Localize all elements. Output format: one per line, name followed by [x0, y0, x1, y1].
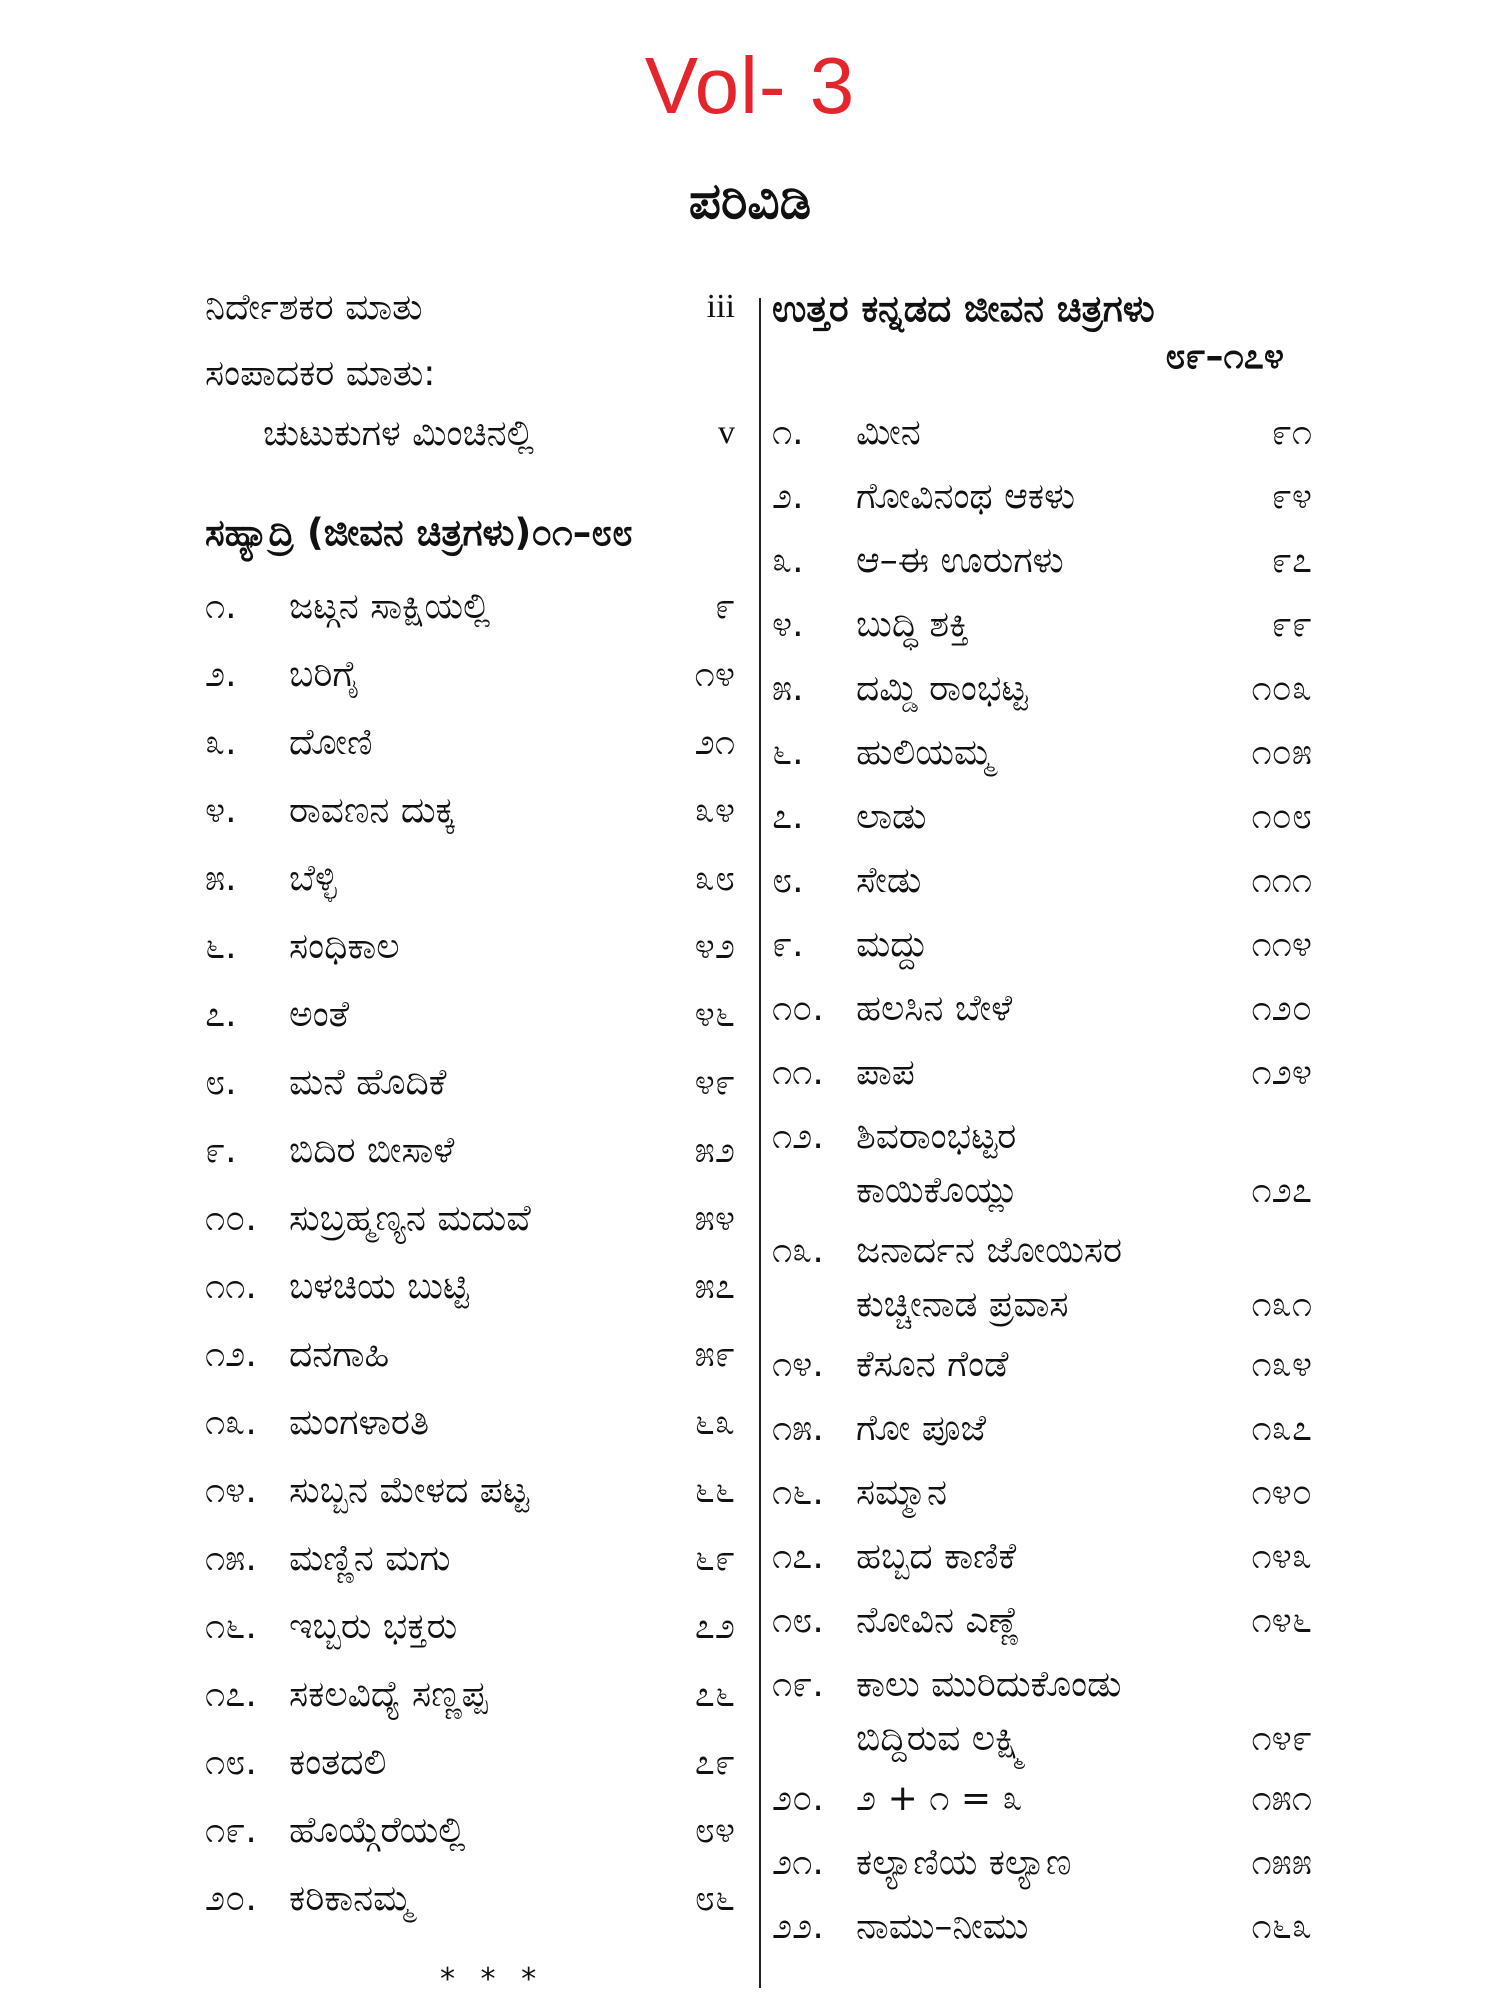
toc-entry-title: ದನಗಾಹಿ — [289, 1334, 390, 1375]
toc-entry-number: ೧೧. — [205, 1266, 257, 1307]
toc-entry-title: ಸಕಲವಿದ್ಯೆ ಸಣ್ಣಪ್ಪ — [289, 1674, 488, 1715]
right-toc-list — [772, 412, 1312, 1947]
toc-entry-number: ೮. — [772, 860, 804, 901]
toc-entry-page: ೮೬ — [694, 1878, 735, 1919]
toc-entry-page: ೧೦೩ — [1251, 668, 1312, 709]
toc-entry-number: ೧೯. — [205, 1810, 257, 1851]
toc-entry-title: ಮದ್ದು — [856, 924, 929, 965]
toc-entry-number: ೬. — [205, 926, 237, 967]
toc-entry-number: ೧೪. — [772, 1344, 824, 1385]
toc-entry-page: ೧೩೧ — [1251, 1284, 1312, 1325]
toc-entry-page: ೧೪೦ — [1251, 1472, 1312, 1513]
toc-entry-page: ೯೯ — [1271, 604, 1312, 645]
toc-entry-title: ೨ + ೧ = ೩ — [856, 1778, 1023, 1819]
toc-entry — [205, 1878, 735, 1923]
toc-entry — [205, 1742, 735, 1787]
toc-entry-page: ೪೯ — [694, 1062, 735, 1103]
toc-entry-number: ೧೧. — [772, 1052, 824, 1093]
toc-entry — [772, 796, 1312, 837]
toc-entry — [772, 1408, 1312, 1449]
toc-entry — [772, 1344, 1312, 1385]
toc-entry-number: ೨೨. — [772, 1906, 824, 1947]
toc-entry-title: ಜಟ್ಗನ ಸಾಕ್ಷಿಯಲ್ಲಿ — [289, 586, 491, 627]
toc-entry-number: ೪. — [205, 790, 237, 831]
toc-entry-page: ೮೪ — [694, 1810, 735, 1851]
toc-entry-page: ೭೯ — [694, 1742, 735, 1783]
toc-entry — [205, 994, 735, 1039]
toc-entry — [772, 1116, 1312, 1211]
toc-entry-page: ೯೧ — [1271, 412, 1312, 453]
toc-entry-title: ಕೆಸೂನ ಗೆಂಡೆ — [856, 1344, 1009, 1385]
toc-entry-number: ೧೫. — [205, 1538, 257, 1579]
toc-entry — [205, 1470, 735, 1515]
toc-entry — [205, 858, 735, 903]
toc-entry-page: ೧೪ — [694, 654, 735, 695]
toc-entry-title: ಇಬ್ಬರು ಭಕ್ತರು — [289, 1606, 458, 1647]
page-title: ಪರಿವಿಡಿ — [688, 172, 812, 230]
toc-entry-title: ಮಣ್ಣಿನ ಮಗು — [289, 1538, 451, 1579]
toc-entry-title: ಸಂಧಿಕಾಲ — [289, 926, 400, 967]
toc-entry-number: ೧೦. — [772, 988, 824, 1029]
toc-entry-page: ೧೬೩ — [1251, 1906, 1312, 1947]
toc-entry-number: ೧೯. — [772, 1664, 824, 1705]
toc-entry — [772, 412, 1312, 453]
toc-entry-title: ಶಿವರಾಂಭಟ್ಟರ — [856, 1116, 1017, 1157]
toc-entry-page: ೬೩ — [694, 1402, 735, 1443]
toc-entry-page: ೧೨೪ — [1251, 1052, 1312, 1093]
front-matter-title: ನಿರ್ದೇಶಕರ ಮಾತು — [205, 287, 423, 328]
toc-entry-number: ೧೫. — [772, 1408, 824, 1449]
toc-entry-page: ೧೫೫ — [1251, 1842, 1312, 1883]
toc-entry-page: ೬೯ — [694, 1538, 735, 1579]
toc-entry-title: ಮಂಗಳಾರತಿ — [289, 1402, 430, 1443]
front-matter-editors-note — [205, 353, 735, 394]
front-matter-page: iii — [706, 288, 735, 325]
toc-entry-number: ೯. — [772, 924, 804, 965]
toc-entry-title: ಕರಿಕಾನಮ್ಮ — [289, 1878, 413, 1919]
front-matter-directors-note — [205, 287, 735, 328]
toc-entry-number: ೧೮. — [772, 1600, 824, 1641]
toc-entry-title: ಅಂತೆ — [289, 994, 350, 1035]
toc-entry-title: ಜನಾರ್ದನ ಜೋಯಿಸರ — [856, 1230, 1123, 1271]
toc-entry — [772, 1230, 1312, 1325]
toc-entry-title-continued: ಕುಚ್ಚೀನಾಡ ಪ್ರವಾಸ — [856, 1284, 1069, 1325]
toc-entry — [205, 1606, 735, 1651]
toc-entry-number: ೨೧. — [772, 1842, 824, 1883]
toc-entry-number: ೧೩. — [772, 1230, 824, 1271]
toc-entry-number: ೨. — [772, 476, 804, 517]
toc-entry — [205, 790, 735, 835]
toc-entry-title: ಪಾಪ — [856, 1052, 915, 1093]
toc-entry-title: ಹೊಯ್ಗೆರೆಯಲ್ಲಿ — [289, 1810, 466, 1851]
section-page-range: ೮೯–೧೭೪ — [1165, 336, 1284, 377]
toc-entry-page: ೧೩೭ — [1251, 1408, 1312, 1449]
toc-entry-page: ೪೬ — [694, 994, 735, 1035]
toc-entry-page: ೩೪ — [694, 790, 735, 831]
toc-entry-number: ೫. — [772, 668, 804, 709]
toc-entry-title: ಬೆಳ್ಳಿ — [289, 858, 337, 899]
toc-entry-page: ೬೬ — [694, 1470, 735, 1511]
toc-entry-number: ೧೬. — [772, 1472, 824, 1513]
toc-entry-title: ಬುದ್ಧಿ ಶಕ್ತಿ — [856, 604, 970, 645]
toc-entry — [205, 1198, 735, 1243]
toc-entry-page: ೭೨ — [694, 1606, 735, 1647]
toc-entry — [772, 924, 1312, 965]
right-column — [772, 287, 1312, 1973]
left-column — [205, 287, 735, 1949]
toc-entry-page: ೫೭ — [694, 1266, 735, 1307]
toc-entry-title: ಹಲಸಿನ ಬೇಳೆ — [856, 988, 1013, 1029]
volume-label: Vol- 3 — [644, 41, 856, 130]
toc-entry — [205, 1674, 735, 1719]
toc-entry-number: ೧೮. — [205, 1742, 257, 1783]
toc-entry-page: ೧೦೮ — [1251, 796, 1312, 837]
front-matter-page: v — [718, 414, 735, 451]
left-toc-list — [205, 586, 735, 1923]
section-heading-sahyadri: ಸಹ್ಯಾದ್ರಿ (ಜೀವನ ಚಿತ್ರಗಳು)೦೧–೮೮ — [205, 511, 633, 554]
toc-entry-title: ನಾಮು–ನೀಮು — [856, 1906, 1029, 1947]
toc-entry-page: ೧೧೧ — [1251, 860, 1312, 901]
toc-entry-title: ಹುಲಿಯಮ್ಮ — [856, 732, 994, 773]
toc-entry-title: ಕಂತದಲಿ — [289, 1742, 387, 1783]
toc-entry-number: ೧೨. — [772, 1116, 824, 1157]
toc-entry-title: ಗೋ ಪೂಜೆ — [856, 1408, 987, 1449]
toc-entry — [772, 988, 1312, 1029]
toc-entry — [205, 1402, 735, 1447]
toc-entry-number: ೫. — [205, 858, 237, 899]
toc-entry-page: ೩೮ — [694, 858, 735, 899]
toc-entry-title: ರಾವಣನ ದುಕ್ಕ — [289, 790, 456, 831]
front-matter-subtitle — [205, 413, 735, 454]
toc-entry-title: ಮನೆ ಹೊದಿಕೆ — [289, 1062, 447, 1103]
toc-entry-title: ಬಿದಿರ ಬೀಸಾಳೆ — [289, 1130, 455, 1171]
toc-entry-page: ೧೪೯ — [1251, 1718, 1312, 1759]
toc-entry-number: ೨೦. — [772, 1778, 824, 1819]
toc-entry — [772, 860, 1312, 901]
end-mark: * * * — [440, 1962, 545, 1997]
toc-entry-page: ೨೧ — [694, 722, 735, 763]
toc-entry-number: ೧೩. — [205, 1402, 257, 1443]
toc-entry-number: ೨. — [205, 654, 237, 695]
toc-entry-number: ೨೦. — [205, 1878, 257, 1919]
toc-entry — [205, 1266, 735, 1311]
toc-entry-title: ದಮ್ಡಿ ರಾಂಭಟ್ಟ — [856, 668, 1028, 709]
toc-entry — [772, 1600, 1312, 1641]
toc-entry-page: ೧೫೧ — [1251, 1778, 1312, 1819]
toc-entry — [772, 1052, 1312, 1093]
toc-entry-number: ೭. — [205, 994, 237, 1035]
toc-entry — [205, 1810, 735, 1855]
toc-entry — [772, 1842, 1312, 1883]
toc-entry-title: ಸುಬ್ಬನ ಮೇಳದ ಪಟ್ಟ — [289, 1470, 529, 1511]
toc-entry-page: ೯೭ — [1271, 540, 1312, 581]
toc-entry-page: ೫೯ — [694, 1334, 735, 1375]
toc-entry-page: ೧೪೬ — [1251, 1600, 1312, 1641]
toc-entry-title: ಹಬ್ಬದ ಕಾಣಿಕೆ — [856, 1536, 1017, 1577]
toc-entry — [772, 1778, 1312, 1819]
toc-entry-title: ಸಮ್ಮಾನ — [856, 1472, 947, 1513]
toc-entry-page: ೫೪ — [694, 1198, 735, 1239]
toc-entry — [772, 732, 1312, 773]
toc-entry-number: ೧೪. — [205, 1470, 257, 1511]
toc-entry-number: ೧೦. — [205, 1198, 257, 1239]
toc-entry-page: ೭೬ — [694, 1674, 735, 1715]
column-divider — [759, 298, 761, 1988]
toc-entry — [772, 1664, 1312, 1759]
toc-entry — [205, 654, 735, 699]
toc-entry-number: ೧೭. — [772, 1536, 824, 1577]
toc-entry — [772, 604, 1312, 645]
toc-entry — [772, 476, 1312, 517]
toc-entry-title: ಸುಬ್ರಹ್ಮಣ್ಯನ ಮದುವೆ — [289, 1198, 531, 1239]
toc-entry-title: ಆ–ಈ ಊರುಗಳು — [856, 540, 1064, 581]
toc-entry-title-continued: ಕಾಯಿಕೊಯ್ಲು — [856, 1170, 1019, 1211]
toc-entry-number: ೧೨. — [205, 1334, 257, 1375]
toc-entry-page: ೯ — [714, 586, 735, 627]
toc-entry-number: ೭. — [772, 796, 804, 837]
toc-entry — [205, 586, 735, 631]
toc-entry-page: ೪೨ — [694, 926, 735, 967]
toc-entry-number: ೧. — [772, 412, 804, 453]
section-heading-uttara-kannada: ಉತ್ತರ ಕನ್ನಡದ ಜೀವನ ಚಿತ್ರಗಳು — [772, 287, 1155, 330]
toc-entry — [205, 1062, 735, 1107]
toc-entry — [772, 540, 1312, 581]
toc-entry-page: ೧೨೦ — [1251, 988, 1312, 1029]
toc-entry-page: ೧೨೭ — [1251, 1170, 1312, 1211]
toc-entry-number: ೧೭. — [205, 1674, 257, 1715]
toc-entry — [205, 926, 735, 971]
front-matter-title: ಚುಟುಕುಗಳ ಮಿಂಚಿನಲ್ಲಿ — [263, 413, 534, 454]
toc-entry-number: ೬. — [772, 732, 804, 773]
toc-entry-number: ೯. — [205, 1130, 237, 1171]
front-matter-title: ಸಂಪಾದಕರ ಮಾತು: — [205, 353, 436, 394]
toc-entry-page: ೯೪ — [1271, 476, 1312, 517]
toc-entry-title: ಕಲ್ಯಾಣಿಯ ಕಲ್ಯಾಣ — [856, 1842, 1072, 1883]
toc-entry-number: ೩. — [772, 540, 804, 581]
toc-entry — [205, 1538, 735, 1583]
toc-entry-title: ಬರಿಗೈ — [289, 654, 360, 695]
toc-entry-title: ಗೋವಿನಂಥ ಆಕಳು — [856, 476, 1076, 517]
toc-entry-title-continued: ಬಿದ್ದಿರುವ ಲಕ್ಷ್ಮಿ — [856, 1718, 1026, 1759]
toc-entry-number: ೩. — [205, 722, 237, 763]
toc-entry-number: ೪. — [772, 604, 804, 645]
toc-entry — [772, 1906, 1312, 1947]
toc-entry — [205, 1334, 735, 1379]
toc-entry-title: ನೋವಿನ ಎಣ್ಣೆ — [856, 1600, 1020, 1641]
toc-entry-page: ೧೦೫ — [1251, 732, 1312, 773]
toc-entry-page: ೫೨ — [694, 1130, 735, 1171]
toc-entry-number: ೮. — [205, 1062, 237, 1103]
toc-entry-title: ಬಳಚಿಯ ಬುಟ್ಟಿ — [289, 1266, 470, 1307]
toc-entry-title: ಸೇಡು — [856, 860, 922, 901]
toc-entry — [772, 1536, 1312, 1577]
toc-entry-title: ದೋಣಿ — [289, 722, 373, 763]
toc-entry-number: ೧೬. — [205, 1606, 257, 1647]
toc-entry — [205, 1130, 735, 1175]
toc-entry — [772, 1472, 1312, 1513]
toc-entry-page: ೧೩೪ — [1251, 1344, 1312, 1385]
toc-entry-number: ೧. — [205, 586, 237, 627]
toc-entry-title: ಕಾಲು ಮುರಿದುಕೊಂಡು — [856, 1664, 1122, 1705]
toc-entry-page: ೧೪೩ — [1251, 1536, 1312, 1577]
toc-entry-page: ೧೧೪ — [1251, 924, 1312, 965]
toc-entry — [205, 722, 735, 767]
toc-entry-title: ಮೀನ — [856, 412, 921, 453]
toc-entry-title: ಲಾಡು — [856, 796, 927, 837]
toc-entry — [772, 668, 1312, 709]
